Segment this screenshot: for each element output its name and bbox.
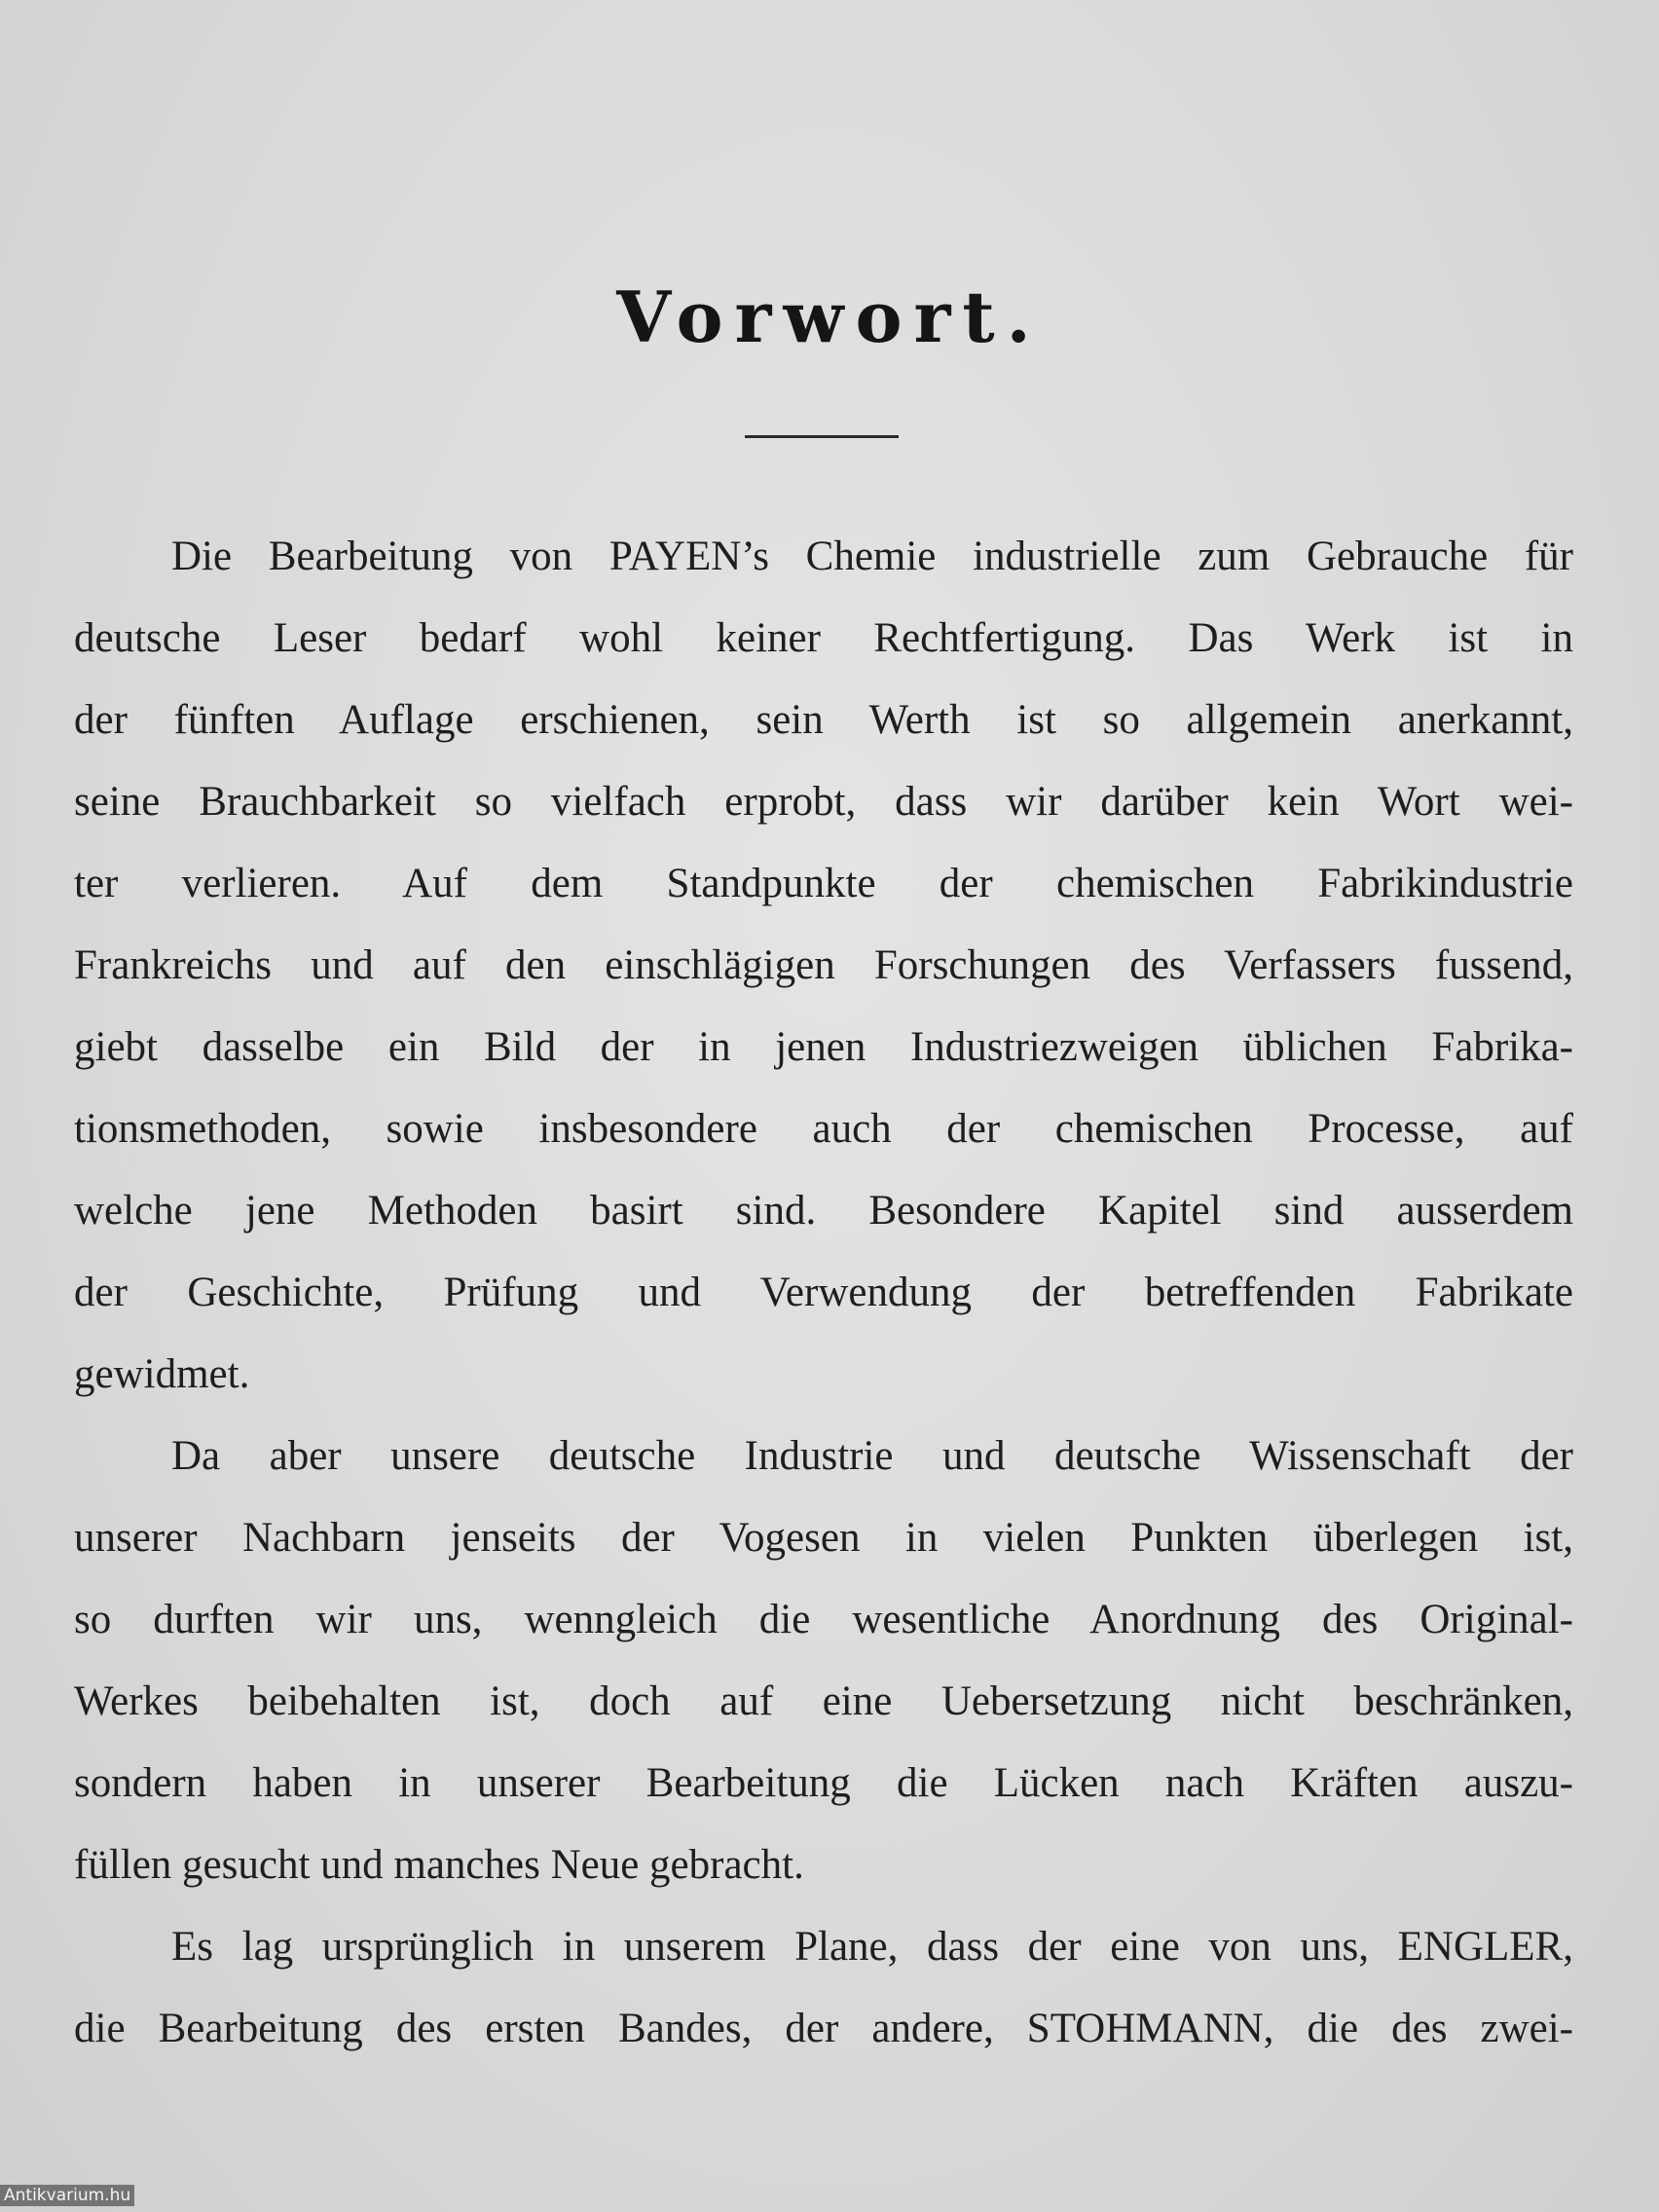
text-line: Werkes beibehalten ist, doch auf eine Uebersetzung nicht beschränken,	[74, 1678, 1573, 1724]
text-line: gewidmet.	[74, 1351, 250, 1397]
text-line: der Geschichte, Prüfung und Verwendung der betreffenden Fabrikate	[74, 1270, 1573, 1315]
text-line: ter verlieren. Auf dem Standpunkte der chemischen Fabrikindustrie	[74, 861, 1573, 906]
text-line: Da aber unsere deutsche Industrie und deutsche Wissenschaft der	[171, 1433, 1573, 1479]
text-line: deutsche Leser bedarf wohl keiner Rechtfertigung. Das Werk ist in	[74, 615, 1573, 661]
text-line: welche jene Methoden basirt sind. Besondere Kapitel sind ausserdem	[74, 1188, 1573, 1234]
text-line: seine Brauchbarkeit so vielfach erprobt, dass wir darüber kein Wort wei-	[74, 779, 1573, 825]
text-line: die Bearbeitung des ersten Bandes, der andere, STOHMANN, die des zwei-	[74, 2006, 1573, 2051]
text-line: füllen gesucht und manches Neue gebracht.	[74, 1842, 804, 1888]
text-line: so durften wir uns, wenngleich die wesentliche Anordnung des Original-	[74, 1597, 1573, 1642]
page-title: Vorwort.	[616, 276, 1043, 358]
paragraph	[74, 1906, 1573, 2070]
text-line: Die Bearbeitung von PAYEN’s Chemie industrielle zum Gebrauche für	[171, 534, 1573, 579]
document-body	[74, 516, 1573, 2070]
paragraph	[74, 516, 1573, 1416]
watermark-label: Antikvarium.hu	[0, 2185, 134, 2206]
text-line: giebt dasselbe ein Bild der in jenen Industriezweigen üblichen Fabrika-	[74, 1024, 1573, 1070]
text-line: Es lag ursprünglich in unserem Plane, dass der eine von uns, ENGLER,	[171, 1924, 1573, 1970]
text-line: unserer Nachbarn jenseits der Vogesen in vielen Punkten überlegen ist,	[74, 1515, 1573, 1561]
paragraph	[74, 1416, 1573, 1906]
text-line: sondern haben in unserer Bearbeitung die Lücken nach Kräften auszu-	[74, 1760, 1573, 1806]
text-line: Frankreichs und auf den einschlägigen Forschungen des Verfassers fussend,	[74, 942, 1573, 988]
title-divider	[745, 435, 899, 438]
text-line: tionsmethoden, sowie insbesondere auch der chemischen Processe, auf	[74, 1106, 1573, 1152]
text-line: der fünften Auflage erschienen, sein Werth ist so allgemein anerkannt,	[74, 697, 1573, 743]
